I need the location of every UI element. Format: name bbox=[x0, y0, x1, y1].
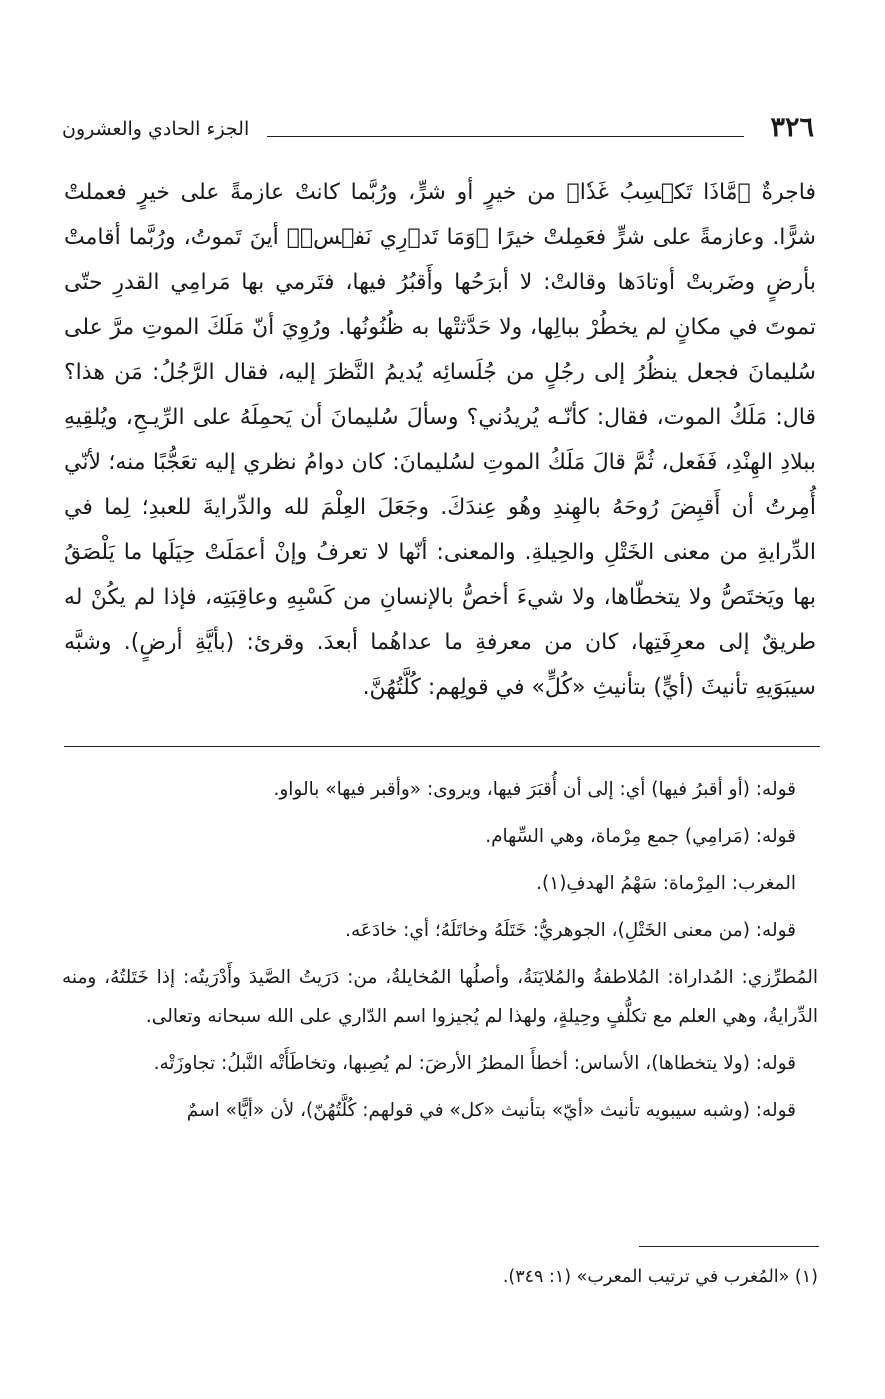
footnote-rule bbox=[639, 1246, 819, 1247]
commentary-line: قوله: (من معنى الخَتْلِ)، الجوهريُّ: خَتَلَهُ وخاتَلَهُ؛ أي: خادَعَه. bbox=[345, 920, 796, 941]
footnote-text: (١) «المُغرب في ترتيب المعرب» (١: ٣٤٩). bbox=[502, 1267, 818, 1287]
commentary-line: قوله: (أو أقبرُ فيها) أي: إلى أن أُقبَرَ فيها، ويروى: «وأقبر فيها» بالواو. bbox=[273, 779, 796, 800]
commentary-line: قوله: (مَرامِي) جمع مِرْماة، وهي السِّهام. bbox=[485, 826, 796, 847]
main-paragraph: فاجرةٌ ﴿مَّاذَا تَكۡسِبُ غَدٗا﴾ من خيرٍ أو شرٍّ، ورُبَّما كانتْ عازمةً على خيرٍ فعملتْ شرًّا. وعازمةً على شرٍّ فعَمِلتْ خيرًا ﴿وَمَا تَدۡرِي نَفۡسٞ﴾ أينَ تَموتُ، ورُبَّما أقامتْ بأرضٍ وضَربتْ أوتادَها وقالتْ: لا أبرَحُها وأَقبُرُ فيها، فتَرمي بها مَرامِي القدرِ حتّى تموتَ في مكانٍ لم يخطُرْ ببالِها، ولا حَدَّثتْها به ظُنُونُها. ورُوِيَ أنّ مَلَكَ الموتِ مرَّ على سُليمانَ فجعل ينظُرُ إلى رجُلٍ من جُلَسائِه يُديمُ النَّظرَ إليه، فقال الرَّجُلُ: مَن هذا؟ قال: مَلَكُ الموت، فقال: كأنّـه يُريدُني؟ وسألَ سُليمانَ أن يَحمِلَهُ على الرِّيـحِ، ويُلقِيهِ ببلادِ الهِنْدِ، فَفَعل، ثُمَّ قالَ مَلَكُ الموتِ لسُليمانَ: كان دوامُ نظري إليه تعَجُّبًا منه؛ لأنّي أُمِرتُ أن أَقبِضَ رُوحَهُ بالهِندِ وهُو عِندَكَ. وجَعَلَ العِلْمَ لله والدِّرايةَ للعبدِ؛ لِما في الدِّرايةِ من معنى الخَتْلِ والحِيلةِ. والمعنى: أنّها لا تعرفُ وإنْ أعمَلَتْ حِيَلَها ما يَلْصَقُ بها ويَختَصُّ ولا يتخطّاها، ولا شيءَ أخصُّ بالإنسانِ من كَسْبِهِ وعاقِبَتِه، فإذا لم يكُنْ له طريقٌ إلى معرِفَتِها، كان من معرفةِ ما عداهُما أبعدَ. وقرئ: (بأيَّةِ أرضٍ). وشبَّه سيبَوَيهِ تأنيثَ (أيٍّ) بتأنيثِ «كُلٍّ» في قولِهم: كُلَّتُهُنَّ. bbox=[64, 180, 816, 700]
page-number: ٣٢٦ bbox=[770, 112, 814, 143]
main-text bbox=[64, 170, 816, 710]
commentary-line: المغرب: المِرْماة: سَهْمُ الهدفِ(١). bbox=[536, 873, 796, 894]
running-head: الجزء الحادي والعشرون bbox=[62, 118, 250, 140]
page-header bbox=[62, 112, 814, 148]
main-separator-rule bbox=[64, 746, 820, 747]
commentary-line: قوله: (وشبه سيبويه تأنيث «أيّ» بتأنيث «كل» في قولهم: كُلَّتُهُنّ)، لأن «أيًّا» اسمٌ bbox=[186, 1100, 796, 1121]
commentary-line: قوله: (ولا يتخطاها)، الأساس: أخطأَ المطرُ الأرضَ: لم يُصِبها، وتخاطَأَتْه النَّبلُ: تجاوزَتْه. bbox=[153, 1053, 796, 1074]
footnote bbox=[62, 1262, 818, 1292]
commentary-line: المُطرِّزي: المُداراة: المُلاطفةُ والمُلايَنَةُ، وأصلُها المُخايلةُ، من: دَرَيتُ الصَّيدَ وأَدْرَيتُه: إذا خَتَلتُهُ، ومنه الدِّرايةُ، وهي العلم مع تكلُّفٍ وحِيلةٍ، ولهذا لم يُجيزوا اسم الدّاري على الله سبحانه وتعالى. bbox=[62, 967, 818, 1027]
commentary bbox=[62, 770, 818, 1138]
header-rule bbox=[267, 136, 744, 137]
